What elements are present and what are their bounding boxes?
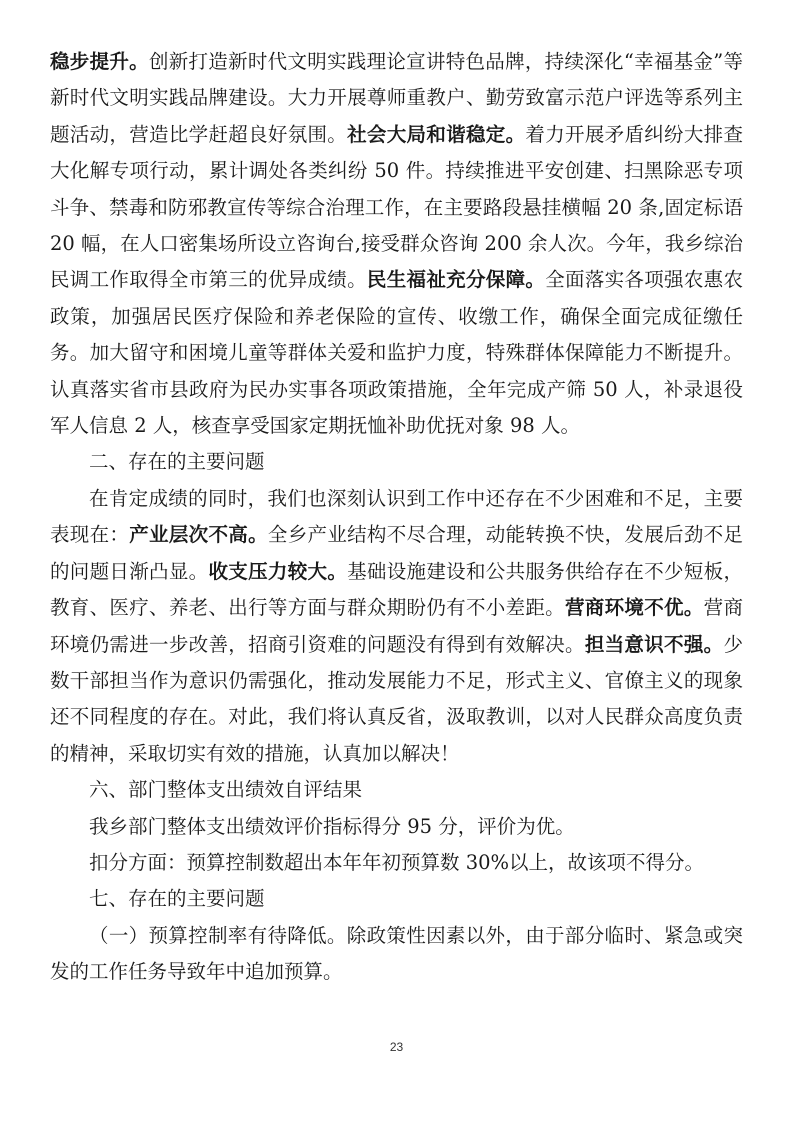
section-heading-self-evaluation: 六、部门整体支出绩效自评结果	[89, 778, 363, 802]
document-body	[50, 44, 743, 991]
bold-phrase: 担当意识不强。	[584, 632, 724, 656]
text-run: 少数干部担当作为意识仍需强化，推动发展能力不足，形式主义、官僚主义的现象还不同程度的存在。对此，我们将认真反省，汲取教训，以对人民群众高度负责的精神，采取切实有效的措施，认真加以解决！	[50, 632, 743, 765]
paragraph-problems	[50, 481, 743, 772]
text-run: 在肯定成绩的同时，我们也深刻认识到工作中还存在不少困难和不足，主要表现在：	[50, 486, 743, 547]
text-run: 全面落实各项强农惠农政策，加强居民医疗保险和养老保险的宣传、收缴工作，确保全面完成征缴任务。加大留守和困境儿童等群体关爱和监护力度，特殊群体保障能力不断提升。认真落实省市县政府为民办实事各项政策措施，全年完成产筛 50 人，补录退役军人信息 2 人，核查享受国家定期抚恤补助优抚对象 98 人。	[50, 268, 743, 438]
bold-phrase: 民生福祉充分保障。	[366, 268, 546, 292]
bold-phrase: 营商环境不优。	[565, 596, 704, 620]
page-number: 23	[389, 1040, 404, 1054]
text-run: 营商环境仍需进一步改善，招商引资难的问题没有得到有效解决。	[50, 596, 743, 656]
paragraph-deduction: 扣分方面：预算控制数超出本年年初预算数 30%以上，故该项不得分。	[89, 850, 705, 874]
paragraph-score: 我乡部门整体支出绩效评价指标得分 95 分，评价为优。	[89, 814, 575, 838]
text-run: 着力开展矛盾纠纷大排查大化解专项行动，累计调处各类纠纷 50 件。持续推进平安创建、扫黑除恶专项斗争、禁毒和防邪教宣传等综合治理工作，在主要路段悬挂横幅 20 条,固定标语 20 幅，在人口密集场所设立咨询台,接受群众咨询 200 余人次。今年，我乡综治民调工作取得全市第三的优异成绩。	[50, 122, 743, 292]
paragraph-budget-control: （一）预算控制率有待降低。除政策性因素以外，由于部分临时、紧急或突发的工作任务导致年中追加预算。	[50, 923, 743, 984]
section-heading-main-problems: 七、存在的主要问题	[89, 887, 265, 911]
bold-phrase: 收支压力较大。	[208, 559, 348, 583]
bold-phrase: 产业层次不高。	[129, 523, 268, 547]
paragraph-achievements	[50, 44, 743, 444]
text-run: 全乡产业结构不尽合理，动能转换不快，发展后劲不足的问题日渐凸显。	[50, 523, 743, 583]
text-run: 创新打造新时代文明实践理论宣讲特色品牌，持续深化“幸福基金”等新时代文明实践品牌建设。大力开展尊师重教户、勤劳致富示范户评选等系列主题活动，营造比学赶超良好氛围。	[50, 50, 743, 146]
bold-phrase: 社会大局和谐稳定。	[347, 122, 526, 146]
section-heading-problems: 二、存在的主要问题	[89, 450, 265, 474]
text-run: 基础设施建设和公共服务供给存在不少短板，教育、医疗、养老、出行等方面与群众期盼仍有不小差距。	[50, 559, 743, 620]
bold-phrase: 稳步提升。	[50, 50, 149, 73]
